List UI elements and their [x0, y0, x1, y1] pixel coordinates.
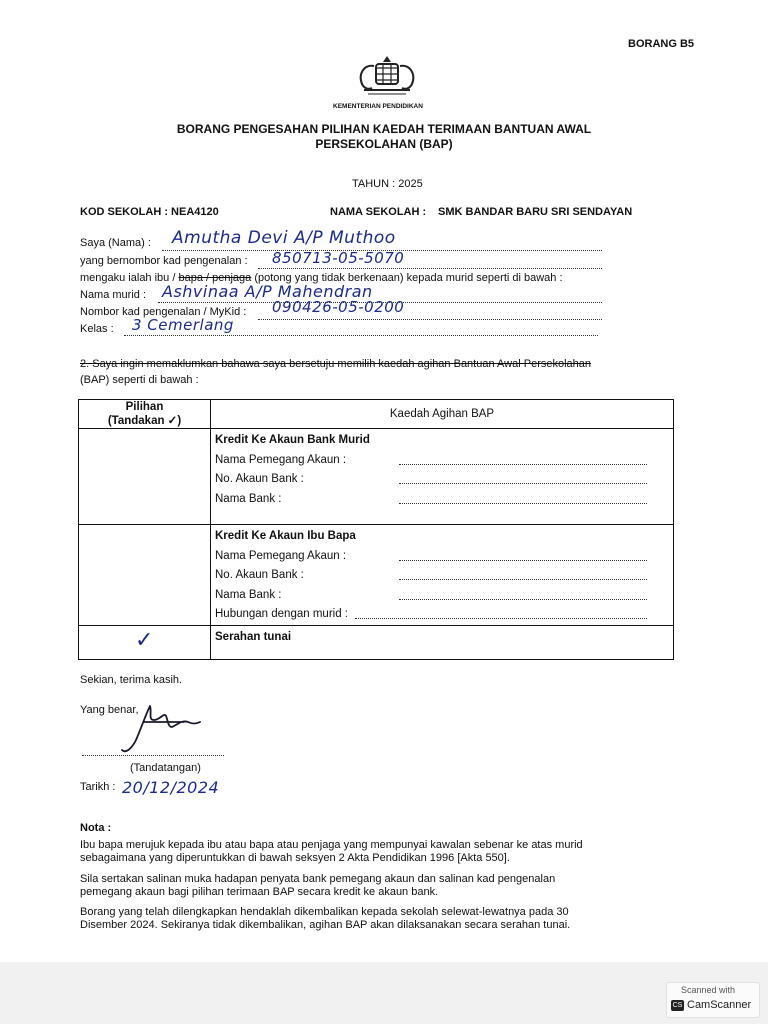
col-pilihan-title: Pilihan — [125, 401, 164, 413]
option1-details-cell — [211, 429, 674, 525]
school-name: SMK BANDAR BARU SRI SENDAYAN — [438, 206, 633, 218]
signature-label: (Tandatangan) — [130, 762, 201, 774]
form-title-line2: PERSEKOLAHAN (BAP) — [315, 137, 453, 151]
closing-text: Sekian, terima kasih. — [80, 674, 183, 686]
section2-text-line1: 2. Saya ingin memaklumkan bahawa saya bersetuju memilih kaedah agihan Bantuan Awal Persekolahan — [80, 358, 592, 370]
section2-text-line2: (BAP) seperti di bawah : — [80, 374, 199, 386]
option1-field-bank[interactable] — [211, 490, 673, 510]
scanner-top-text: Scanned with — [681, 985, 736, 995]
form-code: BORANG B5 — [628, 38, 695, 50]
option1-title: Kredit Ke Akaun Bank Murid — [215, 434, 370, 446]
option2-field-bank[interactable] — [211, 586, 673, 606]
option3-title: Serahan tunai — [215, 630, 292, 643]
declaration-prefix: mengaku ialah ibu / — [80, 272, 176, 284]
option2-field-holder[interactable] — [211, 547, 673, 567]
note-line: Borang yang telah dilengkapkan hendaklah dikembalikan kepada sekolah selewat-lewatnya pada 30 — [80, 906, 569, 918]
camscanner-logo-icon: CS — [672, 1002, 683, 1009]
ministry-name: KEMENTERIAN PENDIDIKAN — [333, 103, 423, 110]
mykid-line — [258, 319, 602, 320]
option2-choice-cell[interactable] — [79, 525, 211, 626]
option3-details-cell — [211, 625, 674, 659]
school-code: KOD SEKOLAH : NEA4120 — [80, 206, 219, 218]
ic-label: yang bernombor kad pengenalan : — [80, 255, 248, 267]
option2-field-label: Nama Bank : — [215, 588, 282, 601]
col-pilihan-subtitle: (Tandakan ✓) — [107, 415, 182, 427]
student-value[interactable]: Ashvinaa A/P Mahendran — [162, 282, 373, 301]
note-line: Disember 2024. Sekiranya tidak dikembalikan, agihan BAP akan dilaksanakan secara serahan tunai. — [80, 919, 571, 931]
table-row — [79, 625, 674, 659]
class-value[interactable]: 3 Cemerlang — [132, 316, 234, 334]
coat-of-arms-icon — [350, 52, 424, 100]
student-label: Nama murid : — [80, 289, 147, 301]
option1-field-label: No. Akaun Bank : — [215, 473, 304, 485]
option2-field-account[interactable] — [211, 566, 673, 586]
camscanner-badge — [666, 982, 760, 1018]
date-label: Tarikh : — [80, 781, 116, 793]
mykid-label: Nombor kad pengenalan / MyKid : — [80, 306, 247, 318]
option2-title: Kredit Ke Akaun Ibu Bapa — [215, 530, 356, 542]
table-row — [79, 429, 674, 525]
col-method-title: Kaedah Agihan BAP — [389, 408, 495, 420]
school-name-label: NAMA SEKOLAH : — [330, 206, 427, 218]
mykid-value[interactable]: 090426-05-0200 — [272, 298, 405, 316]
name-label: Saya (Nama) : — [80, 237, 151, 249]
option1-choice-cell[interactable] — [79, 429, 211, 525]
option2-field-label: No. Akaun Bank : — [215, 569, 304, 581]
bap-method-table — [78, 399, 674, 660]
year-label: TAHUN : 2025 — [352, 178, 423, 190]
name-value[interactable]: Amutha Devi A/P Muthoo — [172, 228, 396, 248]
yours-text: Yang benar, — [80, 704, 139, 716]
option2-field-relation[interactable] — [211, 605, 673, 625]
option2-details-cell — [211, 525, 674, 626]
signature-line — [82, 755, 224, 756]
note-line: pemegang akaun bagi pilihan terimaan BAP secara kredit ke akaun bank. — [80, 886, 439, 898]
scan-footer — [0, 962, 768, 1024]
option1-field-label: Nama Pemegang Akaun : — [215, 453, 347, 466]
class-label: Kelas : — [80, 323, 114, 335]
option2-relation-label: Hubungan dengan murid : — [215, 608, 348, 620]
ic-line — [258, 268, 602, 269]
table-row — [79, 525, 674, 626]
notes-title: Nota : — [80, 822, 112, 834]
option2-field-label: Nama Pemegang Akaun : — [215, 549, 347, 562]
declaration-struck: bapa / penjaga — [178, 272, 252, 284]
option3-choice-cell[interactable] — [79, 625, 211, 659]
note-line: Sila sertakan salinan muka hadapan penyata bank pemegang akaun dan salinan kad pengenalan — [80, 873, 556, 885]
col-method-header — [211, 400, 674, 429]
scanner-name: CamScanner — [687, 999, 752, 1011]
signature-icon — [120, 700, 210, 762]
option1-field-account[interactable] — [211, 470, 673, 490]
table-header-row — [79, 400, 674, 429]
note-line: sebagaimana yang diperuntukkan di bawah seksyen 2 Akta Pendidikan 1996 [Akta 550]. — [80, 852, 510, 864]
declaration-suffix: (potong yang tidak berkenaan) kepada murid seperti di bawah : — [254, 272, 563, 284]
check-mark-icon: ✓ — [135, 627, 154, 653]
date-value[interactable]: 20/12/2024 — [122, 778, 220, 797]
col-pilihan-header — [79, 400, 211, 429]
class-line — [124, 335, 598, 336]
note-line: Ibu bapa merujuk kepada ibu atau bapa atau penjaga yang mempunyai kawalan sebenar ke atas murid — [80, 839, 583, 851]
form-title-line1: BORANG PENGESAHAN PILIHAN KAEDAH TERIMAAN BANTUAN AWAL — [176, 122, 592, 136]
option1-field-label: Nama Bank : — [215, 492, 282, 505]
option1-field-holder[interactable] — [211, 451, 673, 471]
ic-value[interactable]: 850713-05-5070 — [272, 249, 405, 267]
